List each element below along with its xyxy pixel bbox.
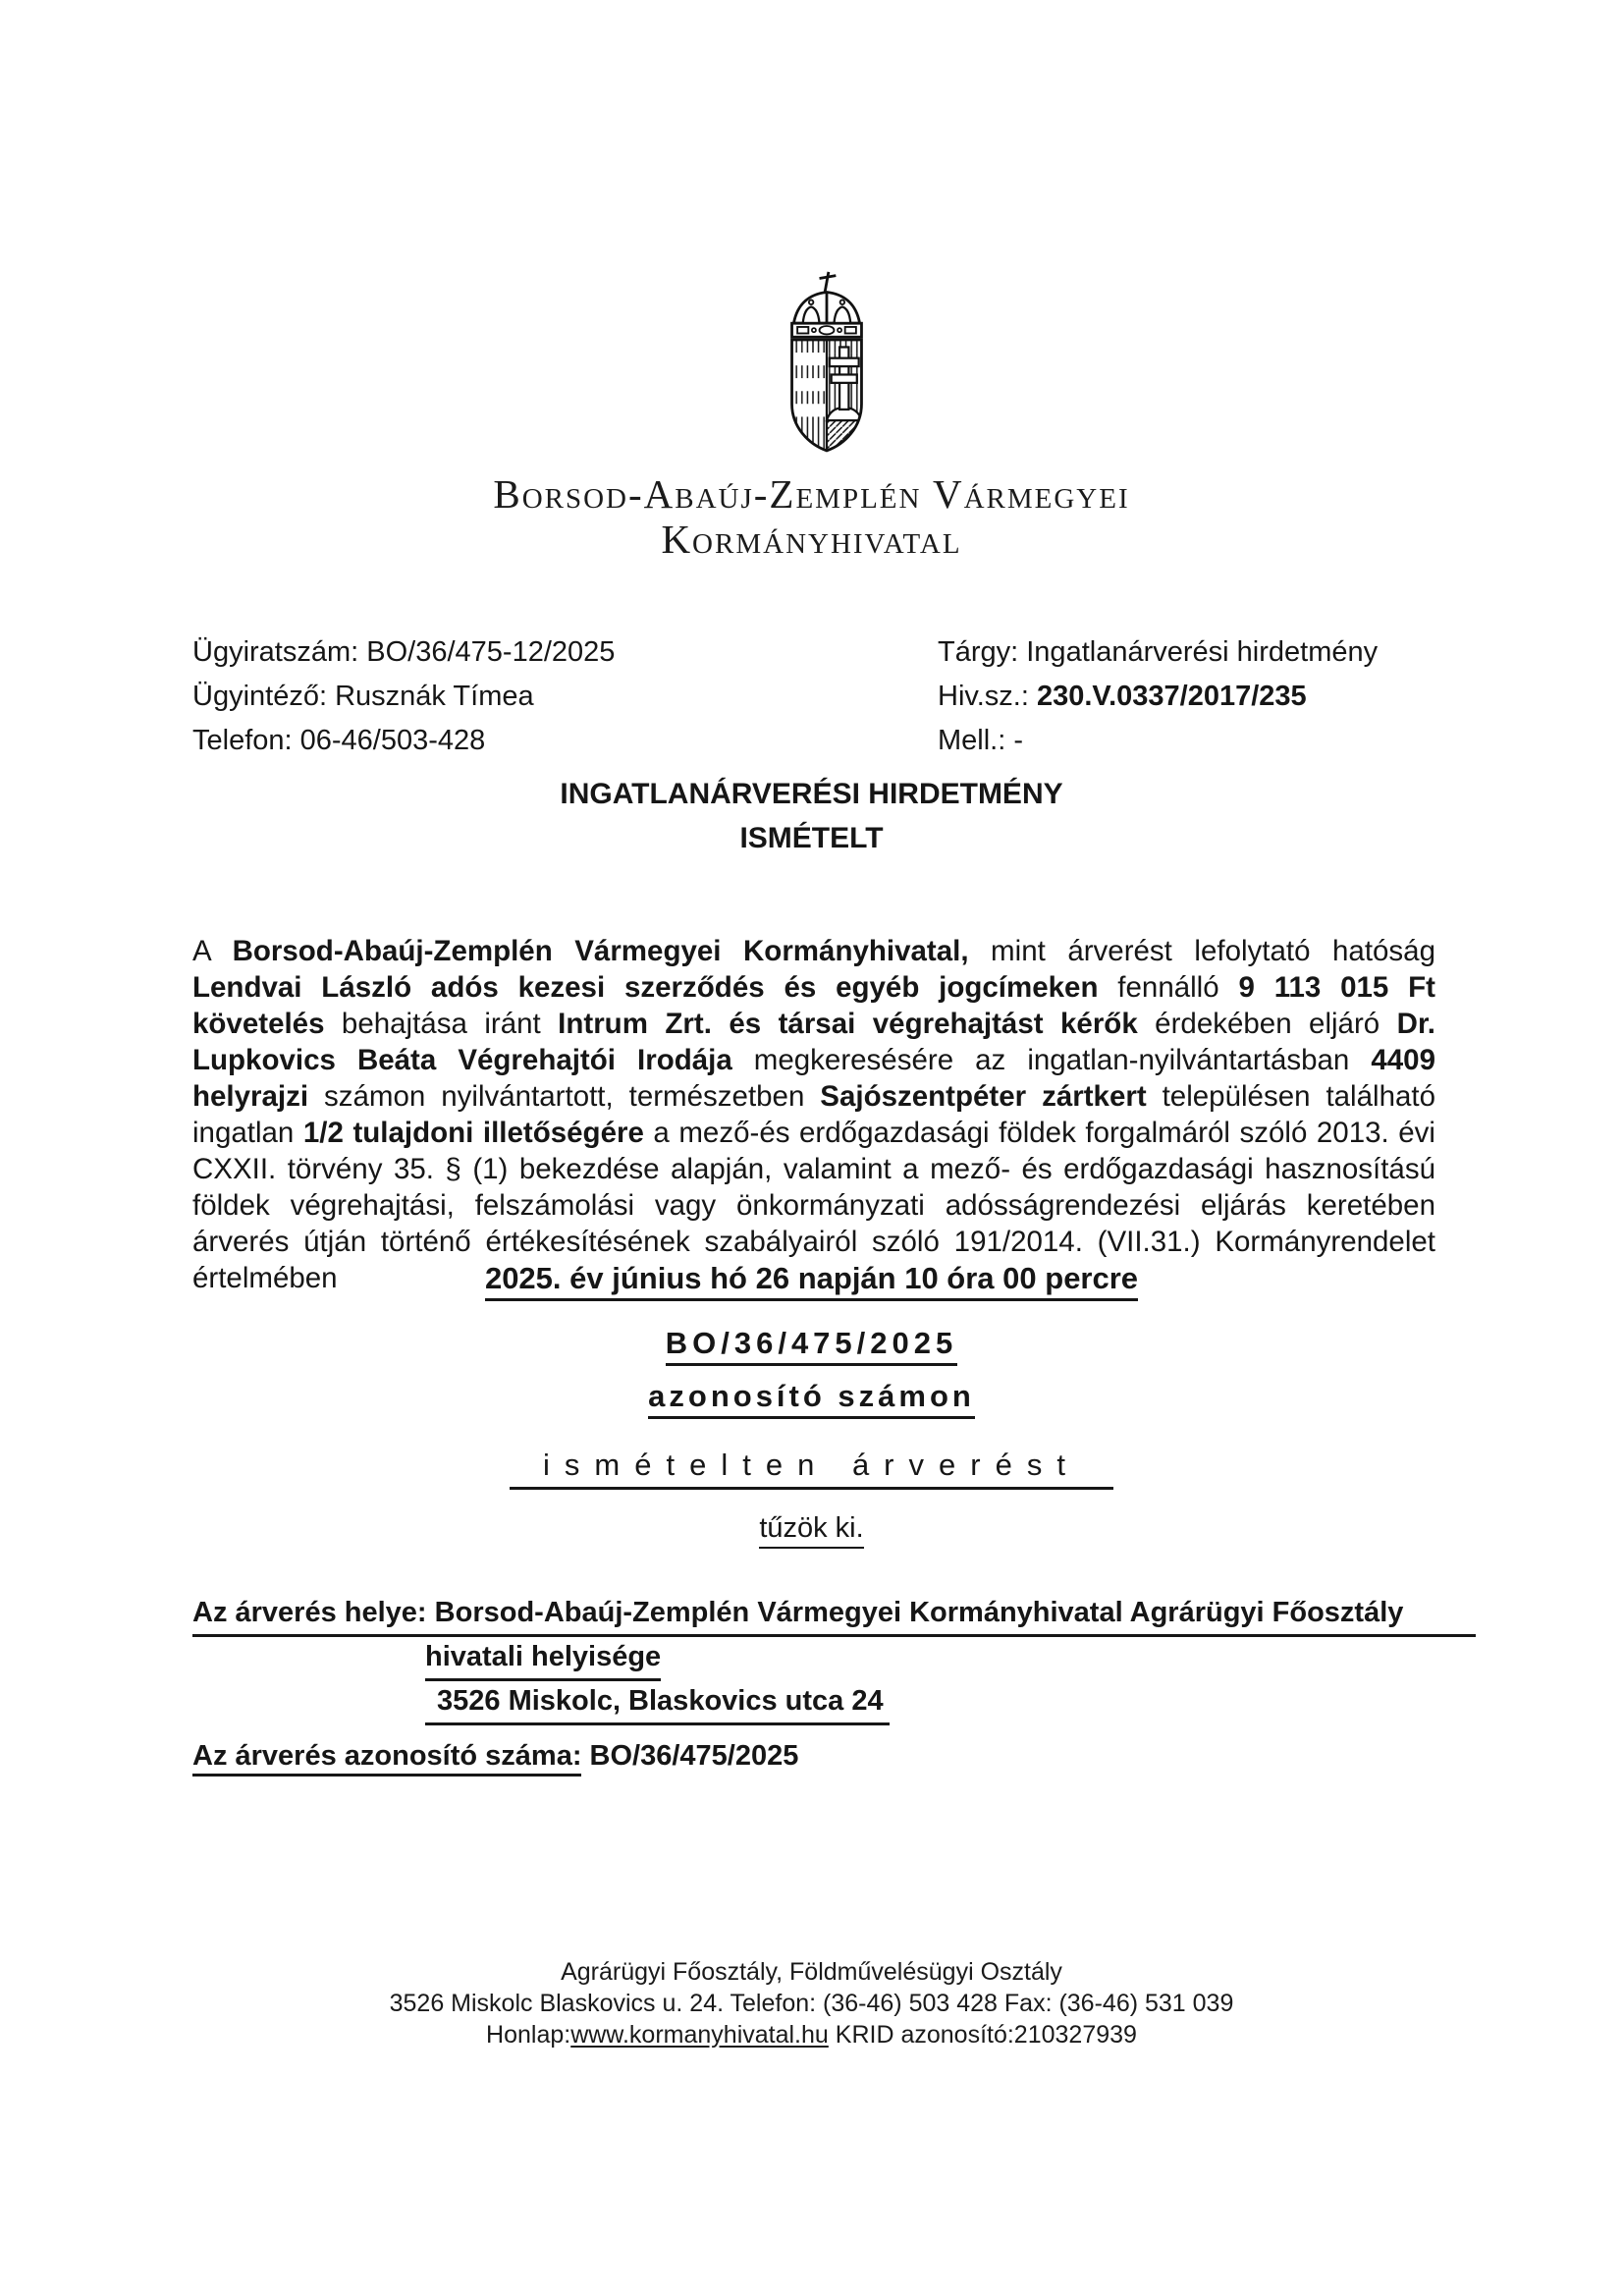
case-number-line: Ügyiratszám: BO/36/475-12/2025 — [192, 636, 616, 668]
document-title-line1: INGATLANÁRVERÉSI HIRDETMÉNY — [560, 778, 1063, 810]
auction-id-value: BO/36/475/2025 — [589, 1740, 799, 1772]
auction-case-id-suffix-line — [0, 1379, 1623, 1419]
letterhead-org-name — [0, 471, 1623, 562]
meta-left-block — [192, 630, 615, 763]
announce-text: tűzök ki. — [759, 1512, 863, 1549]
body-paragraph: A Borsod-Abaúj-Zemplén Vármegyei Kormányhivatal, mint árverést lefolytató hatóság Lendvai László adós kezesi szerződés és egyéb jogcímeken fennálló 9 113 015 Ft követelés behajtása iránt Intrum Zrt. és társai végrehajtást kérők érdekében eljáró Dr. Lupkovics Beáta Végrehajtói Irodája megkeresésére az ingatlan-nyilvántartásban 4409 helyrajzi számon nyilvántartott, természetben Sajószentpéter zártkert településen található ingatlan 1/2 tulajdoni illetőségére a mező-és erdőgazdasági földek forgalmáról szóló 2013. évi CXXII. törvény 35. § (1) bekezdése alapján, valamint a mező- és erdőgazdasági hasznosítású földek végrehajtási, felszámolási vagy önkormányzati adósságrendezési eljárás keretében árverés útján történő értékesítésének szabályairól szóló 191/2014. (VII.31.) Kormányrendelet értelmében — [192, 934, 1435, 1294]
attachment-line — [938, 719, 1378, 763]
repeat-auction-text: ismételten árverést — [510, 1448, 1113, 1490]
auction-place-line2: hivatali helyisége — [425, 1637, 1476, 1681]
auction-place-value: Borsod-Abaúj-Zemplén Vármegyei Kormányhivatal Agrárügyi Főosztály — [434, 1597, 1404, 1628]
auction-datetime: 2025. év június hó 26 napján 10 óra 00 percre — [485, 1261, 1138, 1301]
footer-address-line: 3526 Miskolc Blaskovics u. 24. Telefon: (36-46) 503 428 Fax: (36-46) 531 039 — [389, 1990, 1234, 2017]
auction-place-block — [192, 1593, 1476, 1725]
repeat-auction-line — [0, 1448, 1623, 1490]
footer-web-prefix: Honlap: — [486, 2021, 571, 2049]
footer-website-url: www.kormanyhivatal.hu — [570, 2021, 829, 2049]
footer-web-line — [0, 2019, 1623, 2050]
attachment-value: - — [1013, 725, 1024, 756]
auction-case-id-line — [0, 1326, 1623, 1366]
subject-value: Ingatlanárverési hirdetmény — [1026, 636, 1379, 668]
attachment-label: Mell.: — [938, 725, 1014, 756]
auction-id-label: Az árverés azonosító száma: — [192, 1740, 581, 1777]
document-title-line2: ISMÉTELT — [739, 822, 884, 854]
reference-label: Hiv.sz.: — [938, 681, 1037, 712]
phone-line: Telefon: 06-46/503-428 — [192, 725, 486, 756]
footer-block — [0, 1956, 1623, 2050]
auction-case-id-suffix: azonosító számon — [648, 1379, 975, 1419]
auction-place-label: Az árverés helye: — [192, 1597, 435, 1628]
org-name-line1: Borsod-Abaúj-Zemplén Vármegyei — [493, 471, 1130, 517]
hungary-coat-of-arms-icon — [772, 263, 882, 471]
announce-line — [0, 1512, 1623, 1549]
auction-place-line3: 3526 Miskolc, Blaskovics utca 24 — [425, 1681, 1476, 1725]
subject-line — [938, 630, 1378, 675]
auction-case-id: BO/36/475/2025 — [666, 1326, 958, 1366]
footer-krid: KRID azonosító:210327939 — [828, 2021, 1137, 2049]
auction-id-line — [192, 1740, 798, 1777]
clerk-line: Ügyintéző: Rusznák Tímea — [192, 681, 534, 712]
reference-value: 230.V.0337/2017/235 — [1036, 681, 1307, 712]
document-title — [0, 772, 1623, 860]
auction-place-line1 — [192, 1593, 1476, 1637]
reference-line — [938, 675, 1378, 719]
footer-department-line: Agrárügyi Főosztály, Földművelésügyi Osztály — [561, 1958, 1062, 1986]
org-name-line2: Kormányhivatal — [661, 517, 962, 562]
auction-datetime-line — [0, 1261, 1623, 1301]
meta-right-block — [938, 630, 1378, 763]
subject-label: Tárgy: — [938, 636, 1027, 668]
